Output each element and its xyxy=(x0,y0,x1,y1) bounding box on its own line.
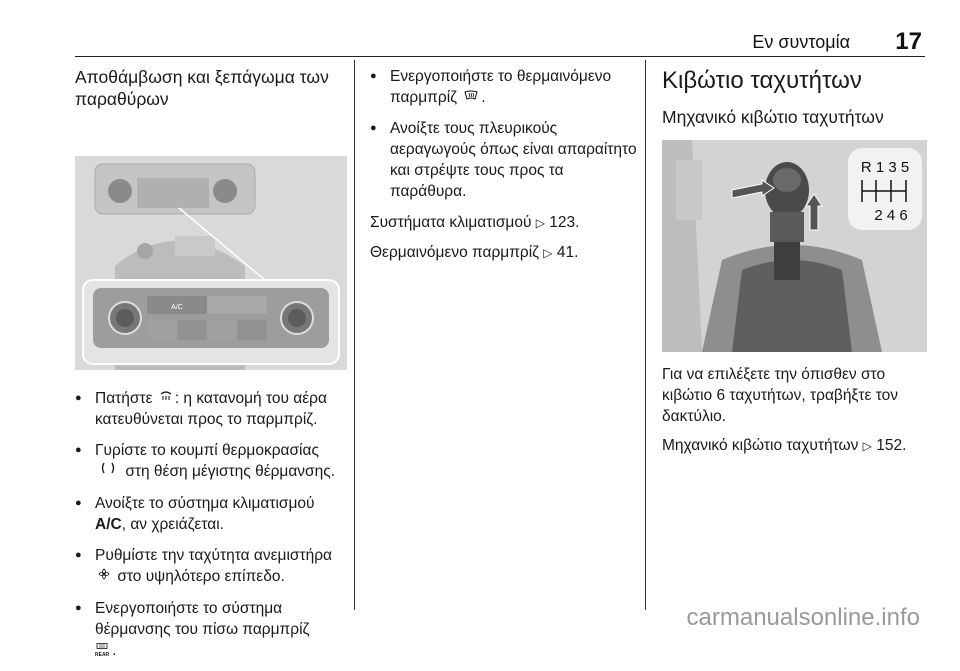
fan-icon xyxy=(98,567,110,588)
cross-reference[interactable]: Μηχανικό κιβώτιο ταχυτήτων ▷ 152. xyxy=(662,437,907,454)
page-reference-icon: ▷ xyxy=(535,216,545,231)
defrost-front-icon xyxy=(160,388,172,409)
page-reference-icon: ▷ xyxy=(543,246,553,261)
column-2 xyxy=(370,66,638,272)
column-divider xyxy=(354,60,355,610)
temperature-knob-icon xyxy=(98,461,118,483)
section-heading: Αποθάμβωση και ξεπάγωμα των παραθύρων xyxy=(75,67,329,109)
subsection-heading: Μηχανικό κιβώτιο ταχυτήτων xyxy=(662,107,884,127)
column-1 xyxy=(75,66,347,671)
header-rule xyxy=(75,56,925,57)
column-3 xyxy=(662,66,927,465)
list-item: ● Ρυθμίστε την ταχύτητα ανεμιστήρα στο υψηλότερο επίπεδο. xyxy=(75,545,347,587)
panel-ac-label: A/C xyxy=(171,304,183,311)
cross-reference[interactable]: Θερμαινόμενο παρμπρίζ ▷ 41. xyxy=(370,244,579,262)
gear-pattern-bottom: 2 4 6 xyxy=(874,207,908,224)
heated-windshield-icon xyxy=(464,87,478,108)
gear-pattern-top: R 1 3 5 xyxy=(860,159,910,176)
list-item: ● Πατήστε : η κατανομή του αέρα κατευθύνεται προς το παρμπρίζ. xyxy=(75,388,347,430)
climate-control-illustration xyxy=(75,156,347,370)
watermark: carmanualsonline.info xyxy=(686,604,920,631)
page-reference-icon: ▷ xyxy=(862,439,872,453)
list-item: ● Ενεργοποιήστε το σύστημα θέρμανσης του πίσω παρμπρίζ REAR . xyxy=(75,598,347,661)
rear-defrost-icon: REAR xyxy=(95,643,109,659)
page-number: 17 xyxy=(895,28,922,55)
header-title: Εν συντομία xyxy=(752,32,850,52)
list-item: ● Ανοίξτε το σύστημα κλιματισμού A/C, αν χρειάζεται. xyxy=(75,493,347,535)
column-divider xyxy=(645,60,646,610)
body-text: Για να επιλέξετε την όπισθεν στο κιβώτιο 6 ταχυτήτων, τραβήξτε τον δακτύλιο. xyxy=(662,366,898,425)
list-item: ● Γυρίστε το κουμπί θερμοκρασίας στη θέση μέγιστης θέρμανσης. xyxy=(75,440,347,483)
ac-label: A/C xyxy=(95,516,122,534)
section-heading: Κιβώτιο ταχυτήτων xyxy=(662,67,862,94)
list-item: ● Ενεργοποιήστε το θερμαινόμενο παρμπρίζ . xyxy=(370,66,638,108)
list-item: ● Ανοίξτε τους πλευρικούς αεραγωγούς όπως είναι απαραίτητο και στρέψτε τους προς τα παράθυρα. xyxy=(370,118,638,202)
cross-reference[interactable]: Συστήματα κλιματισμού ▷ 123. xyxy=(370,214,580,232)
gear-shift-illustration xyxy=(662,140,927,352)
